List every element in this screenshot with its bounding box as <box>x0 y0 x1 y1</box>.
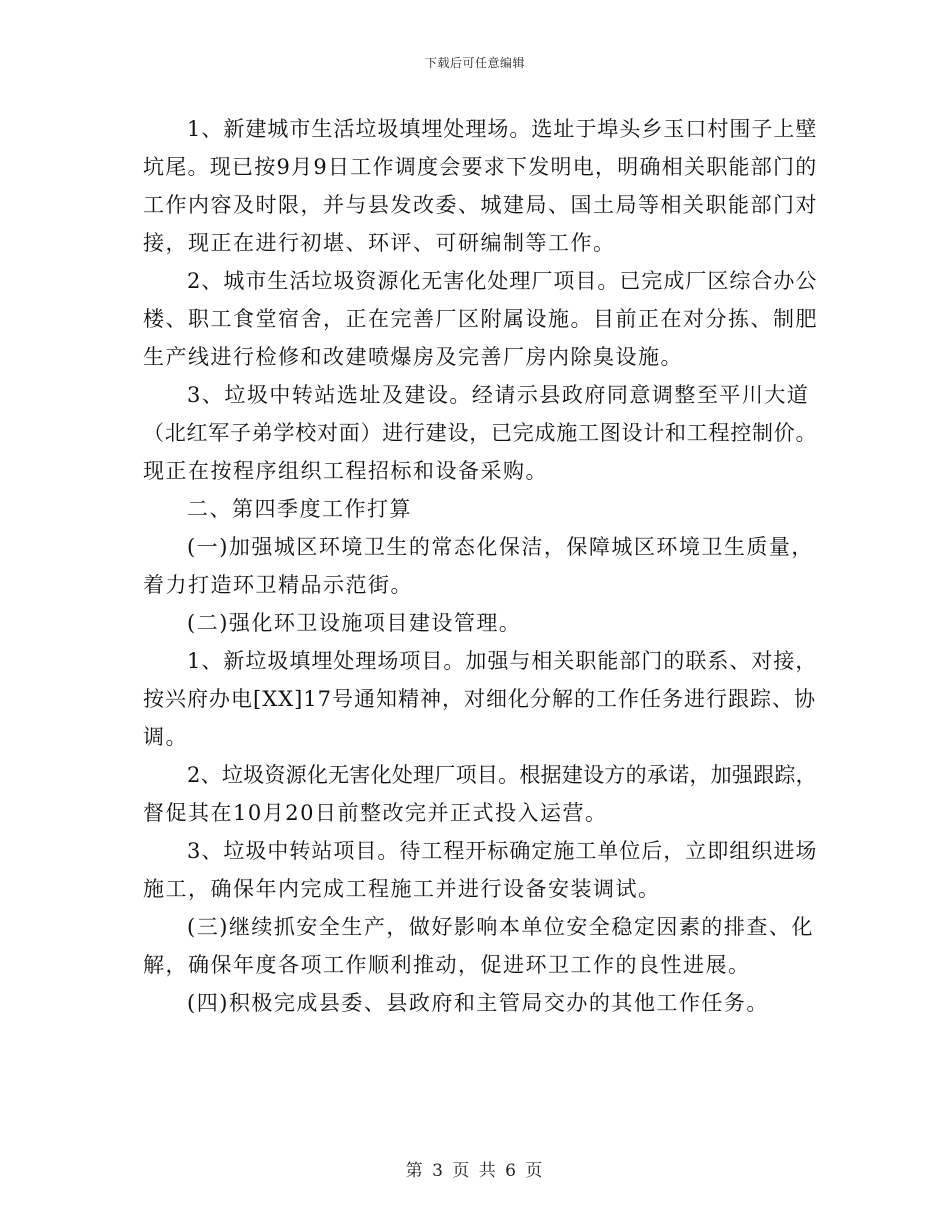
paragraph-line: (一)加强城区环境卫生的常态化保洁，保障城区环境卫生质量， <box>187 535 814 559</box>
page-number: 第 3 页 共 6 页 <box>405 1161 545 1181</box>
paragraph-line: (四)积极完成县委、县政府和主管局交办的其他工作任务。 <box>187 991 769 1015</box>
paragraph-line: 1、新垃圾填埋处理场项目。加强与相关职能部门的联系、对接， <box>187 649 818 673</box>
paragraph-line: 2、城市生活垃圾资源化无害化处理厂项目。已完成厂区综合办公 <box>187 269 818 293</box>
paragraph-line: 现正在按程序组织工程招标和设备采购。 <box>143 459 548 483</box>
paragraph-line: (二)强化环卫设施项目建设管理。 <box>187 611 522 635</box>
page-header-note: 下载后可任意编辑 <box>424 56 525 70</box>
paragraph-line: 施工，确保年内完成工程施工并进行设备安装调试。 <box>143 877 661 901</box>
paragraph-line: （北红军子弟学校对面）进行建设，已完成施工图设计和工程控制价。 <box>143 421 818 445</box>
paragraph-line: 按兴府办电[XX]17号通知精神，对细化分解的工作任务进行跟踪、协 <box>143 687 817 711</box>
document-body <box>143 110 823 1022</box>
paragraph-line: 解，确保年度各项工作顺利推动，促进环卫工作的良性进展。 <box>143 953 751 977</box>
paragraph-line: 1、新建城市生活垃圾填埋处理场。选址于埠头乡玉口村围子上壁 <box>187 117 818 141</box>
paragraph-line: 楼、职工食堂宿舍，正在完善厂区附属设施。目前正在对分拣、制肥 <box>143 307 818 331</box>
paragraph-line: 工作内容及时限，并与县发改委、城建局、国土局等相关职能部门对 <box>143 193 818 217</box>
paragraph-line: 接，现正在进行初堪、环评、可研编制等工作。 <box>143 231 616 255</box>
paragraph-line: 生产线进行检修和改建喷爆房及完善厂房内除臭设施。 <box>143 345 683 369</box>
paragraph-line: 2、垃圾资源化无害化处理厂项目。根据建设方的承诺，加强跟踪， <box>187 763 817 787</box>
paragraph-line: 督促其在10月20日前整改完并正式投入运营。 <box>143 801 608 825</box>
section-heading: 二、第四季度工作打算 <box>187 497 412 521</box>
paragraph-line: 调。 <box>143 725 188 749</box>
paragraph-line: 坑尾。现已按9月9日工作调度会要求下发明电，明确相关职能部门的 <box>143 155 818 179</box>
paragraph-line: 着力打造环卫精品示范街。 <box>143 573 413 597</box>
paragraph-line: 3、垃圾中转站项目。待工程开标确定施工单位后，立即组织进场 <box>187 839 818 863</box>
paragraph-line: (三)继续抓安全生产，做好影响本单位安全稳定因素的排查、化 <box>187 915 814 939</box>
paragraph-line: 3、垃圾中转站选址及建设。经请示县政府同意调整至平川大道 <box>187 383 810 407</box>
